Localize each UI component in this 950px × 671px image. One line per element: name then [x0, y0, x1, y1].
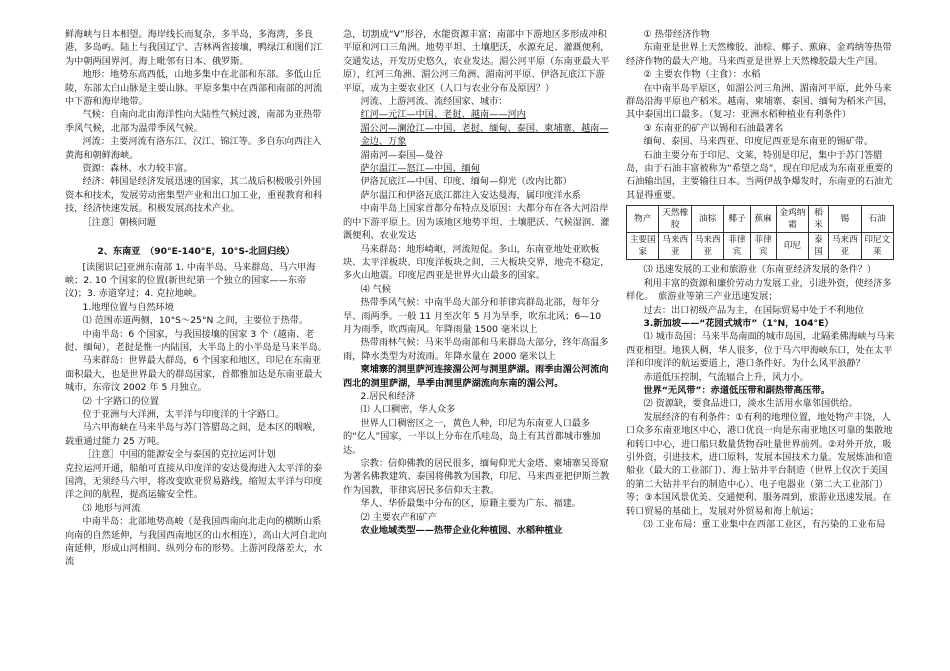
- products-table: [626, 205, 894, 260]
- river-note: 萨尔温江和伊洛瓦底江都注入安达曼海，属印度洋水系: [360, 189, 581, 201]
- oil-paragraph: 石油主要分布于印尼、文莱，特别是印尼，集中于苏门答腊岛，由于石油丰富被称为“希望之岛”，现在印尼成为东南亚重要的石油输出国，主要输往日本。当两伊战争爆发时，东南亚的石油尤其显得重要。: [626, 149, 893, 201]
- korea-climate-paragraph: 气候：自南向北由海洋性向大陆性气候过渡，南部为亚热带季风气候，北部为温带季风气候。: [65, 109, 322, 134]
- tonle-sap-paragraph: 柬埔寨的洞里萨河连接湄公河与洞里萨湖。雨季由湄公河流向西北的洞里萨湖，旱季由洞里萨湖流向东南的湄公河。: [343, 364, 609, 389]
- map-reading-paragraph: [读图识记]亚洲东南部 1. 中南半岛、马来群岛、马六甲海峡；2. 10 个国家的位置(新世纪第一个独立的国家——东帝汶)；3. 赤道穿过；4. 克拉地峡。: [65, 261, 316, 300]
- korea-note: ［注意］朝核问题: [82, 216, 156, 228]
- column-middle: [343, 28, 613, 537]
- subheading-location-environment: 1.地理位置与自然环境: [82, 301, 174, 313]
- table-cell: 金鸡纳霜: [776, 206, 808, 233]
- table-cell: 马来西亚: [691, 233, 723, 260]
- column-right: [626, 28, 896, 531]
- table-cell: 天然橡胶: [659, 206, 691, 233]
- table-cell: 稻米: [809, 206, 829, 233]
- singapore-heading: 3.新加坡——“花园式城市”（1°N，104°E）: [643, 317, 834, 329]
- resources-paragraph: ⑵ 资源缺，要食品进口，淡水生活用水靠邻国供给。: [643, 398, 858, 410]
- section-heading-southeast-asia: 2、东南亚 （90°E-140°E，10°S-北回归线）: [97, 246, 295, 258]
- range-paragraph: ⑴ 范围赤道两侧，10°S～25°N 之间，主要位于热带。: [82, 315, 309, 327]
- overseas-chinese-paragraph: 华人、华侨最集中分布的区，原籍主要为广东、福建。: [360, 498, 581, 510]
- religion-paragraph: 宗教：信仰佛教的居民很多，缅甸仰光大金塔、柬埔寨吴哥窟为著名佛教建筑、泰国将佛教为国教，印尼、马来西亚把伊斯兰教作为国教，菲律宾居民多信仰天主教。: [343, 458, 610, 496]
- table-cell: 菲律宾: [724, 233, 750, 260]
- city-state-paragraph: ⑴ 城市岛国：马来半岛南面的城市岛国，北隔柔佛海峡与马来西亚相望。地狭人稠，华人很多，位于马六甲海峡东口，处在太平洋和印度洋的航运要道上，港口条件好。为什么风平浪静？: [626, 331, 895, 370]
- column-left: [65, 28, 327, 569]
- agriculture-heading: ⑵ 主要农产和矿产: [360, 511, 437, 523]
- industry-paragraph: 利用丰富的资源和廉价劳动力发展工业，引进外资，使经济多样化。 旅游业等第三产业迅速发展；: [626, 277, 892, 303]
- korea-terrain-paragraph: 地形：地势东高西低，山地多集中在北部和东部。多低山丘陵，东部太白山脉是主要山脉。平原多集中在西部和南部的河流中下游和海岸地带。: [65, 69, 323, 108]
- cash-crops-heading: ① 热带经济作物: [643, 29, 710, 40]
- population-economy-heading: 2.居民和经济: [360, 390, 416, 402]
- table-cell: 马来西亚: [829, 233, 861, 260]
- korea-resources-paragraph: 资源：森林、水力较丰富。: [82, 163, 193, 175]
- river-mekong: 湄公河—澜沧江—中国、老挝、缅甸、泰国、柬埔寨、越南—金边、万象: [360, 122, 609, 148]
- table-header-row: [627, 206, 894, 233]
- table-cell: 石油: [861, 206, 894, 233]
- kra-canal-paragraph: 克拉运河开通，船舶可直接从印度洋的安达曼海进入太平洋的泰国湾，无须经马六甲，将改变欧亚贸易路线，缩短太平洋与印度洋之间的航程，提高运输安全性。: [65, 462, 323, 501]
- population-heading: ⑴ 人口稠密，华人众多: [360, 404, 456, 416]
- korea-coast-paragraph: 鲜海峡与日本相望。海岸线长而复杂，多半岛，多海湾，多良港，多岛屿。陆上与我国辽宁、吉林两省接壤，鸭绿江和图们江为中朝两国界河。海上毗邻有日本、俄罗斯。: [65, 29, 323, 67]
- table-row: [627, 233, 894, 260]
- plains-paragraph: 急，切割成“V”形谷，水能资源丰富；南部中下游地区多形成冲积平原和河口三角洲。地势平坦、土壤肥沃，水源充足、灌溉便利，交通发达，开发历史悠久，农业发达。湄公河平原（东南亚最大平原），红河三角洲、湄公河三角洲、湄南河平原、伊洛瓦底江下游平原，成为主要农业区（人口与农业分布及原因？）: [343, 29, 610, 94]
- table-cell: 椰子: [724, 206, 750, 233]
- minerals-heading: ③ 东南亚的矿产以锡和石油最著名: [643, 122, 784, 134]
- rivers-heading: 河流、上游河流、流经国家、城市：: [360, 96, 508, 108]
- cash-crops-paragraph: 东南亚是世界上天然橡胶、油棕、椰子、蕉麻、金鸡纳等热带经济作物的最大产地。马来西亚是世界上天然橡胶最大生产国。: [626, 42, 892, 67]
- table-cell: 物产: [627, 206, 659, 233]
- terrain-rivers-heading: ⑶ 地形与河流: [82, 502, 141, 514]
- table-cell: 菲律宾: [750, 233, 776, 260]
- malacca-paragraph: 马六甲海峡在马来半岛与苏门答腊岛之间，是本区的咽喉，载重通过能力 25 万吨。: [65, 422, 322, 447]
- table-cell: 锡: [829, 206, 861, 233]
- malay-archipelago-paragraph: 马来群岛：世界最大群岛，6 个国家和地区，印尼在东南亚面积最大，也是世界最大的群岛国家，首都雅加达是东南亚最大城市，东帝汶 2002 年 5 月独立。: [65, 355, 323, 394]
- industry-layout-paragraph: ⑶ 工业布局：重工业集中在西部工业区，有污染的工业布局: [643, 519, 886, 530]
- korea-economy-paragraph: 经济：韩国是经济发展迅速的国家，其二战后积极吸引外国资本和技术，发展劳动密集型产业和出口加工业，重视教育和科技，经济快速发展。积极发展高技术产业。: [65, 176, 323, 215]
- river-irrawaddy: 伊洛瓦底江—中国、印度、缅甸—仰光（改内比都）: [360, 176, 572, 188]
- kra-canal-note: ［注意］中国的能源安全与泰国的克拉运河计划: [82, 449, 276, 461]
- table-cell: 蕉麻: [750, 206, 776, 233]
- industry-tourism-heading: ⑶ 迅速发展的工业和旅游业（东南亚经济发展的条件？）: [643, 264, 877, 276]
- population-paragraph: 世界人口稠密区之一，黄色人种，印尼为东南亚人口最多的“亿人”国家，一半以上分布在爪哇岛，岛上有其首都城市雅加达。: [343, 417, 601, 456]
- monsoon-paragraph: 热带季风气候：中南半岛大部分和菲律宾群岛北部，每年分旱、雨两季。一般 11 月至次年 5 月为旱季，吹东北风；6—10 月为雨季，吹西南风。年降雨量 1500 毫米以上: [343, 297, 602, 335]
- river-chao-phraya: 湄南河—泰国—曼谷: [360, 149, 444, 161]
- tin-paragraph: 缅甸、泰国、马来西亚、印度尼西亚是东南亚的锡矿带。: [643, 136, 874, 148]
- indochina-terrain-paragraph: 中南半岛：北部地势高峻（是我国西南向北走向的横断山系向南的自然延伸，与我国西南地区的山水相连），高山大河自北向南延伸，形成山河相间、纵列分布的形势。上游河段落差大，水流: [65, 516, 327, 568]
- calm-paragraph: 赤道低压控制，气流辐合上升，风力小。: [643, 371, 809, 383]
- past-trade-paragraph: 过去：出口初级产品为主，在国际贸易中处于不利地位: [643, 304, 864, 316]
- rice-heading: ② 主要农作物（主食）：水稻: [643, 69, 761, 81]
- river-red: 红河—元江—中国、老挝、越南——河内: [360, 109, 526, 121]
- river-salween: 萨尔温江—怒江—中国、缅甸: [360, 163, 480, 175]
- agriculture-type-paragraph: 农业地域类型——热带企业化种植园、水稻种植业: [360, 525, 563, 537]
- table-cell: 主要国家: [627, 233, 659, 260]
- crossroads-paragraph: 位于亚洲与大洋洲，太平洋与印度洋的十字路口。: [82, 408, 285, 420]
- rainforest-paragraph: 热带雨林气候：马来半岛南部和马来群岛大部分，终年高温多雨，降水类型为对流雨。年降水量在 2000 毫米以上: [343, 337, 609, 362]
- advantages-paragraph: 发展经济的有利条件：①有利的地理位置，地处物产丰饶，人口众多东南亚地区中心，港口优良一向是东南亚地区可靠的集散地和转口中心，进口船只数量货物吞吐量世界前列。②对外开放，吸引外资，引进技术，进口原料，发展本国技术力量。发展炼油和造船业（最大的工业部门）、海上钻井平台制造（世界上仅次于美国的第二大钻井平台的制造中心）、电子电器业（第二大工业部门）等；③本国风景优美、交通便利、服务周到，旅游业迅速发展。在转口贸易的基础上，发展对外贸易和海上航运；: [626, 411, 893, 517]
- capitals-paragraph: 中南半岛上国家首都分布特点及原因：大都分布在各大河沿岸的中下游平原上。因为该地区地势平坦、土壤肥沃、气候湿润、灌溉便利、农业发达: [343, 203, 610, 242]
- table-cell: 泰国: [809, 233, 829, 260]
- table-cell: 印尼文莱: [861, 233, 894, 260]
- doldrums-paragraph: 世界“无风带”：赤道低压带和副热带高压带。: [643, 384, 831, 396]
- table-cell: 马来西亚: [659, 233, 691, 260]
- rice-paragraph: 在中南半岛平原区，如湄公河三角洲、湄南河平原，此外马来群岛沿海平原也产稻米。越南、柬埔寨、泰国、缅甸为稻米产国，其中泰国出口最多。（复习：亚洲水稻种植业有利条件）: [626, 82, 893, 121]
- climate-heading: ⑷ 气候: [360, 283, 391, 295]
- table-cell: 油棕: [691, 206, 723, 233]
- malay-terrain-paragraph: 马来群岛：地形崎岖，河流短促。多山，东南亚地处亚欧板块、太平洋板块、印度洋板块之间，三大板块交界，地壳不稳定，多火山地震。印度尼西亚是世界火山最多的国家。: [343, 243, 610, 282]
- table-cell: 印尼: [776, 233, 808, 260]
- korea-rivers-paragraph: 河流：主要河流有洛东江、汉江、锦江等。多自东向西注入黄海和朝鲜海峡。: [65, 136, 322, 161]
- crossroads-heading: ⑵ 十字路口的位置: [82, 395, 159, 407]
- indochina-paragraph: 中南半岛：6 个国家，与我国接壤的国家 3 个（越南、老挝、缅甸），老挝是惟一内陆国，大半岛上的小半岛是马来半岛。: [65, 328, 327, 353]
